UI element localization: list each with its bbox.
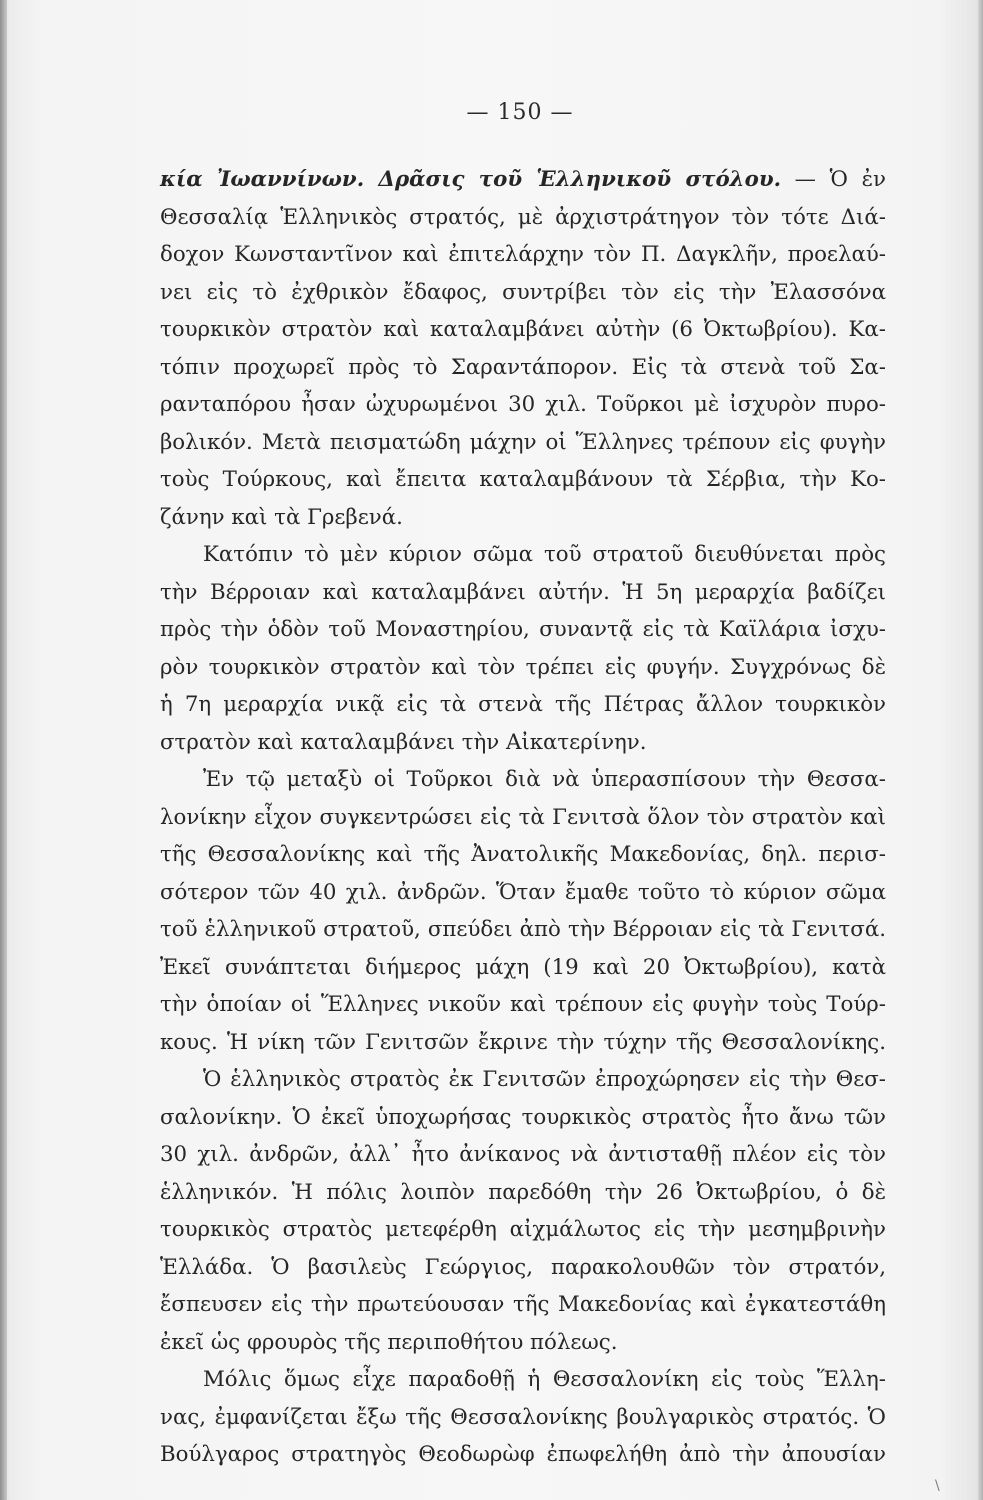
text-line: νας, ἐμφανίζεται ἔξω τῆς Θεσσαλονίκης βουλγαρικὸς στρατός. Ὁ bbox=[160, 1404, 886, 1430]
stray-ink-mark: \ bbox=[935, 1478, 940, 1494]
paragraph-start-line: Κατόπιν τὸ μὲν κύριον σῶμα τοῦ στρατοῦ διευθύνεται πρὸς bbox=[203, 542, 886, 567]
text-line: τὴν ὁποίαν οἱ Ἕλληνες νικοῦν καὶ τρέπουν εἰς φυγὴν τοὺς Τούρ- bbox=[160, 992, 886, 1017]
text-line: τουρκικὸν στρατὸν καὶ καταλαμβάνει αὐτὴν (6 Ὀκτωβρίου). Κα- bbox=[160, 317, 886, 342]
text-line: σαλονίκην. Ὁ ἐκεῖ ὑποχωρήσας τουρκικὸς στρατὸς ἦτο ἄνω τῶν bbox=[160, 1104, 886, 1130]
paragraph-start-line: Ἐν τῷ μεταξὺ οἱ Τοῦρκοι διὰ νὰ ὑπερασπίσουν τὴν Θεσσα- bbox=[203, 767, 886, 792]
text-line: σότερον τῶν 40 χιλ. ἀνδρῶν. Ὅταν ἔμαθε τοῦτο τὸ κύριον σῶμα bbox=[160, 879, 886, 905]
paragraph-start-line: Ὁ ἑλληνικὸς στρατὸς ἐκ Γενιτσῶν ἐπροχώρησεν εἰς τὴν Θεσ- bbox=[203, 1067, 886, 1092]
text-line: Θεσσαλίᾳ Ἑλληνικὸς στρατός, μὲ ἀρχιστράτηγον τὸν τότε Διά- bbox=[160, 204, 886, 230]
text-line: βολικόν. Μετὰ πεισματώδη μάχην οἱ Ἕλληνες τρέπουν εἰς φυγὴν bbox=[160, 429, 886, 455]
text-line: πρὸς τὴν ὁδὸν τοῦ Μοναστηρίου, συναντᾷ εἰς τὰ Καϊλάρια ἰσχυ- bbox=[160, 617, 886, 642]
text-line: ζάνην καὶ τὰ Γρεβενά. bbox=[160, 504, 403, 530]
page-number: — 150 — bbox=[466, 100, 574, 125]
text-line: ἑλληνικόν. Ἡ πόλις λοιπὸν παρεδόθη τὴν 26 Ὀκτωβρίου, ὁ δὲ bbox=[160, 1179, 886, 1205]
text-line: τὴν Βέρροιαν καὶ καταλαμβάνει αὐτήν. Ἡ 5η μεραρχία βαδίζει bbox=[160, 579, 886, 605]
section-heading: κία Ἰωαννίνων. Δρᾶσις τοῦ Ἑλληνικοῦ στόλου. bbox=[160, 167, 782, 192]
text-line: κους. Ἡ νίκη τῶν Γενιτσῶν ἔκρινε τὴν τύχην τῆς Θεσσαλονίκης. bbox=[160, 1029, 886, 1055]
page-binding-edge bbox=[0, 0, 7, 1500]
text-line: 30 χιλ. ἀνδρῶν, ἀλλ᾿ ἦτο ἀνίκανος νὰ ἀντισταθῇ πλέον εἰς τὸν bbox=[160, 1142, 886, 1167]
text-line: ἐκεῖ ὡς φρουρὸς τῆς περιποθήτου πόλεως. bbox=[160, 1329, 618, 1355]
text-line: τῆς Θεσσαλονίκης καὶ τῆς Ἀνατολικῆς Μακεδονίας, δηλ. περισ- bbox=[160, 842, 886, 867]
page-right-edge bbox=[978, 0, 983, 1500]
text-line: στρατὸν καὶ καταλαμβάνει τὴν Αἰκατερίνην. bbox=[160, 729, 647, 755]
text-line: τοῦ ἑλληνικοῦ στρατοῦ, σπεύδει ἀπὸ τὴν Βέρροιαν εἰς τὰ Γενιτσά. bbox=[160, 917, 886, 942]
text-line: τουρκικὸς στρατὸς μετεφέρθη αἰχμάλωτος εἰς τὴν μεσημβρινὴν bbox=[160, 1217, 886, 1242]
paragraph-start-line: Μόλις ὅμως εἶχε παραδοθῇ ἡ Θεσσαλονίκη εἰς τοὺς Ἕλλη- bbox=[203, 1367, 886, 1392]
text-line: ρὸν τουρκικὸν στρατὸν καὶ τὸν τρέπει εἰς φυγήν. Συγχρόνως δὲ bbox=[160, 654, 886, 680]
text-line: λονίκην εἶχον συγκεντρώσει εἰς τὰ Γενιτσὰ ὅλον τὸν στρατὸν καὶ bbox=[160, 804, 886, 830]
text-line: Βούλγαρος στρατηγὸς Θεοδωρὼφ ἐπωφελήθη ἀπὸ τὴν ἀπουσίαν bbox=[160, 1442, 886, 1467]
text-line: ἔσπευσεν εἰς τὴν πρωτεύουσαν τῆς Μακεδονίας καὶ ἐγκατεστάθη bbox=[160, 1292, 886, 1317]
text-line: δοχον Κωνσταντῖνον καὶ ἐπιτελάρχην τὸν Π. Δαγκλῆν, προελαύ- bbox=[160, 242, 886, 267]
text-line: ἡ 7η μεραρχία νικᾷ εἰς τὰ στενὰ τῆς Πέτρας ἄλλον τουρκικὸν bbox=[160, 692, 886, 717]
text-line: ρανταπόρου ἦσαν ὠχυρωμένοι 30 χιλ. Τοῦρκοι μὲ ἰσχυρὸν πυρο- bbox=[160, 392, 886, 417]
text-line-rest: — Ὁ ἐν bbox=[781, 167, 886, 192]
body-text bbox=[160, 161, 886, 1474]
text-line: νει εἰς τὸ ἐχθρικὸν ἔδαφος, συντρίβει τὸν εἰς τὴν Ἐλασσόνα bbox=[160, 279, 886, 305]
text-line: Ἑλλάδα. Ὁ βασιλεὺς Γεώργιος, παρακολουθῶν τὸν στρατόν, bbox=[160, 1254, 886, 1280]
text-line: τοὺς Τούρκους, καὶ ἔπειτα καταλαμβάνουν τὰ Σέρβια, τὴν Κο- bbox=[160, 467, 886, 492]
text-line: τόπιν προχωρεῖ πρὸς τὸ Σαραντάπορον. Εἰς τὰ στενὰ τοῦ Σα- bbox=[160, 354, 886, 380]
text-line bbox=[160, 161, 886, 199]
text-line: Ἐκεῖ συνάπτεται διήμερος μάχη (19 καὶ 20 Ὀκτωβρίου), κατὰ bbox=[160, 954, 886, 980]
